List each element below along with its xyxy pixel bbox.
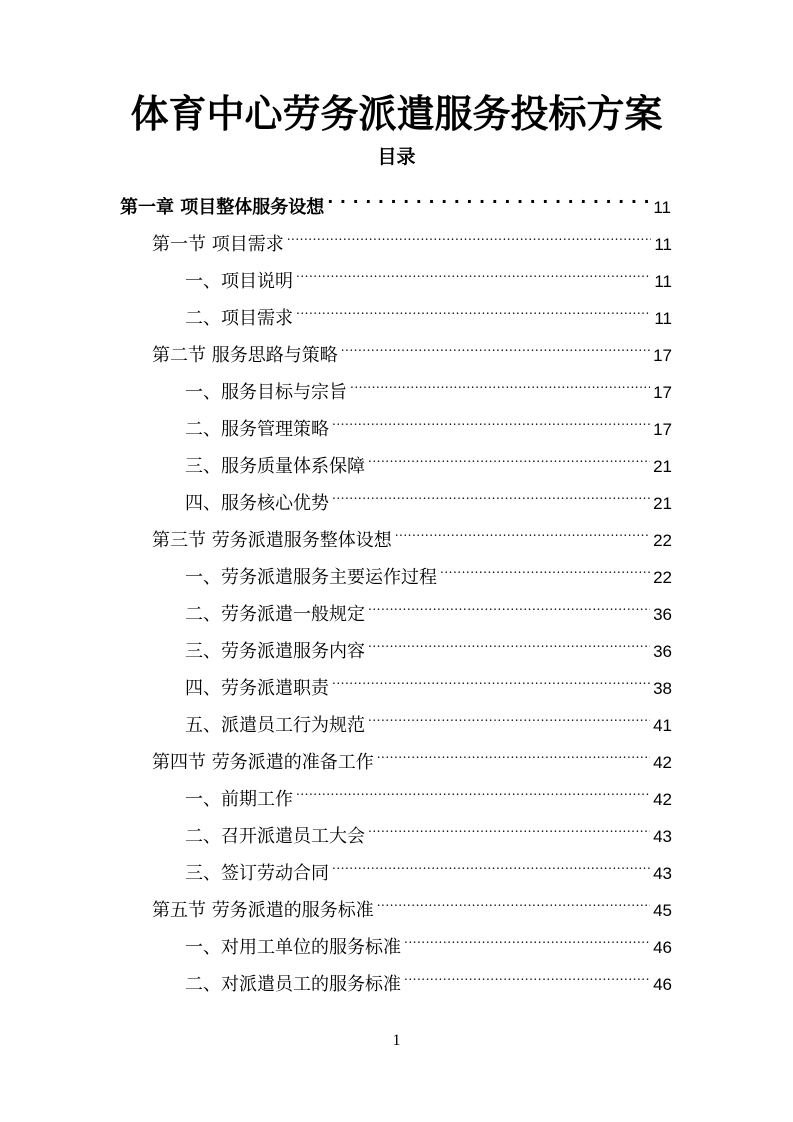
toc-entry[interactable] <box>152 213 672 255</box>
toc-entry[interactable] <box>185 953 672 995</box>
toc-entry[interactable] <box>152 509 672 551</box>
toc-entry-label: 三、服务质量体系保障 <box>185 456 365 477</box>
toc-entry-label: 一、项目说明 <box>185 271 293 292</box>
toc-entry-page: 11 <box>653 198 671 217</box>
toc-entry[interactable] <box>185 435 672 477</box>
toc-entry-label: 二、对派遣员工的服务标准 <box>185 974 401 995</box>
toc-entry-label: 第五节 劳务派遣的服务标准 <box>152 900 374 921</box>
toc-entry-page: 36 <box>653 605 672 624</box>
toc-entry-label: 三、劳务派遣服务内容 <box>185 641 365 662</box>
toc-entry-label: 第三节 劳务派遣服务整体设想 <box>152 530 392 551</box>
toc-entry-page: 41 <box>653 716 672 735</box>
toc-entry-label: 三、签订劳动合同 <box>185 863 329 884</box>
toc-entry[interactable] <box>185 694 672 736</box>
toc-entry-label: 第一章 项目整体服务设想 <box>120 197 325 218</box>
toc-leader-dots <box>440 546 650 583</box>
toc-entry-label: 二、劳务派遣一般规定 <box>185 604 365 625</box>
toc-leader-dots <box>368 805 650 842</box>
toc-entry-page: 11 <box>654 272 672 291</box>
toc-entry[interactable] <box>152 879 672 921</box>
toc-entry[interactable] <box>185 805 672 847</box>
toc-entry-label: 一、服务目标与宗旨 <box>185 382 347 403</box>
toc-entry-page: 46 <box>653 975 672 994</box>
toc-entry-label: 二、服务管理策略 <box>185 419 329 440</box>
toc-entry[interactable] <box>152 731 672 773</box>
toc-entry[interactable] <box>185 398 672 440</box>
toc-entry-page: 21 <box>653 494 672 513</box>
toc-leader-dots <box>368 583 650 620</box>
toc-entry-label: 一、劳务派遣服务主要运作过程 <box>185 567 437 588</box>
toc-leader-dots <box>368 435 650 472</box>
toc-entry-page: 43 <box>653 827 672 846</box>
toc-entry-label: 四、服务核心优势 <box>185 493 329 514</box>
toc-heading: 目录 <box>377 146 416 168</box>
toc-leader-dots <box>404 916 650 953</box>
toc-entry-label: 第二节 服务思路与策略 <box>152 345 338 366</box>
toc-entry-page: 42 <box>653 753 672 772</box>
toc-entry-page: 17 <box>653 383 672 402</box>
toc-leader-dots <box>395 509 650 546</box>
toc-entry-page: 38 <box>653 679 672 698</box>
toc-leader-dots <box>332 472 650 509</box>
toc-entry[interactable] <box>185 583 672 625</box>
toc-entry-page: 22 <box>653 568 672 587</box>
toc-entry[interactable] <box>185 657 672 699</box>
toc-leader-dots <box>377 879 650 916</box>
toc-entry[interactable] <box>185 472 672 514</box>
page-number: 1 <box>392 1032 401 1049</box>
toc-entry-page: 11 <box>654 309 672 328</box>
toc-entry[interactable] <box>185 546 672 588</box>
toc-leader-dots <box>332 842 650 879</box>
toc-entry-page: 11 <box>654 235 672 254</box>
toc-entry-page: 36 <box>653 642 672 661</box>
toc-entry[interactable] <box>185 361 672 403</box>
toc-entry-page: 17 <box>653 346 672 365</box>
toc-leader-dots <box>341 324 650 361</box>
toc-leader-dots <box>350 361 650 398</box>
toc-leader-dots <box>368 694 650 731</box>
toc-leader-dots <box>327 176 650 213</box>
toc-entry[interactable] <box>185 620 672 662</box>
toc-entry[interactable] <box>185 916 672 958</box>
toc-entry[interactable] <box>152 324 672 366</box>
document-title: 体育中心劳务派遣服务投标方案 <box>130 92 663 136</box>
toc-entry-page: 17 <box>653 420 672 439</box>
toc-entry-label: 五、派遣员工行为规范 <box>185 715 365 736</box>
toc-leader-dots <box>296 287 651 324</box>
toc-entry[interactable] <box>120 176 671 218</box>
toc-entry-page: 46 <box>653 938 672 957</box>
toc-leader-dots <box>377 731 650 768</box>
toc-entry-page: 22 <box>653 531 672 550</box>
toc-entry-label: 四、劳务派遣职责 <box>185 678 329 699</box>
toc-leader-dots <box>332 398 650 435</box>
toc-entry-page: 42 <box>653 790 672 809</box>
toc-leader-dots <box>287 213 652 250</box>
toc-entry-label: 二、召开派遣员工大会 <box>185 826 365 847</box>
toc-entry-label: 第一节 项目需求 <box>152 234 284 255</box>
toc-entry-page: 45 <box>653 901 672 920</box>
toc-leader-dots <box>332 657 650 694</box>
toc-entry-label: 第四节 劳务派遣的准备工作 <box>152 752 374 773</box>
toc-entry[interactable] <box>185 287 672 329</box>
toc-entry-label: 一、前期工作 <box>185 789 293 810</box>
toc-entry[interactable] <box>185 250 672 292</box>
toc-leader-dots <box>368 620 650 657</box>
toc-entry-label: 一、对用工单位的服务标准 <box>185 937 401 958</box>
toc-leader-dots <box>404 953 650 990</box>
toc-entry[interactable] <box>185 768 672 810</box>
toc-entry-label: 二、项目需求 <box>185 308 293 329</box>
toc-leader-dots <box>296 250 651 287</box>
toc-entry-page: 43 <box>653 864 672 883</box>
toc-entry[interactable] <box>185 842 672 884</box>
toc-entry-page: 21 <box>653 457 672 476</box>
toc-leader-dots <box>296 768 650 805</box>
